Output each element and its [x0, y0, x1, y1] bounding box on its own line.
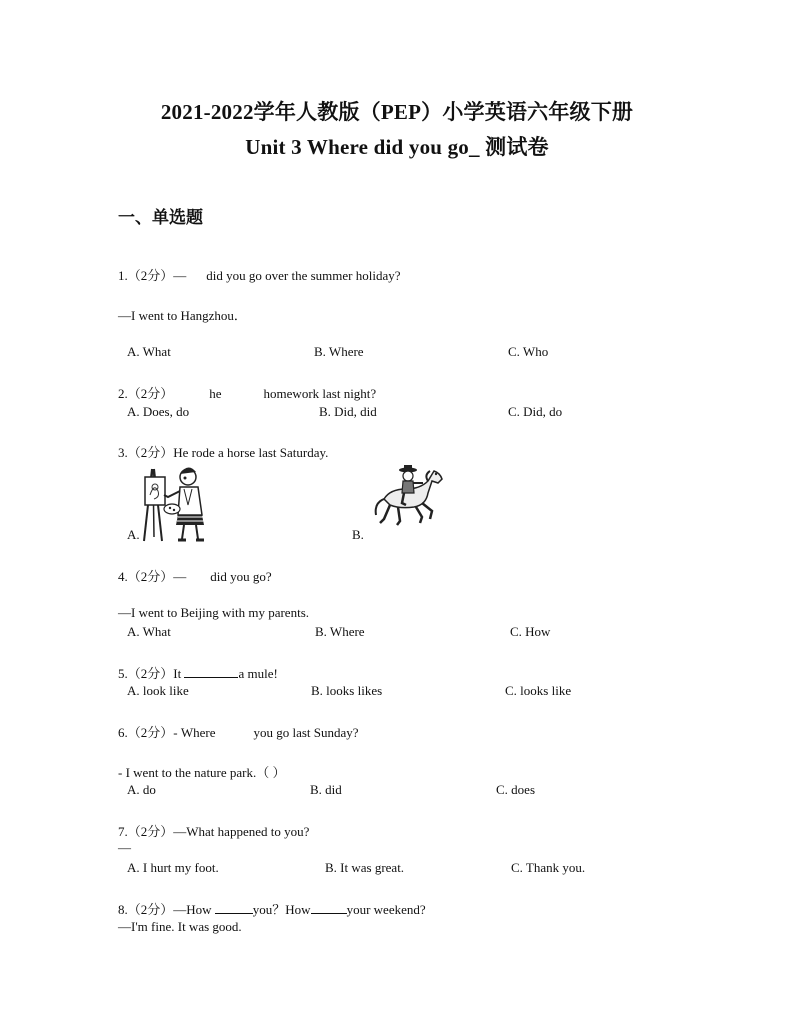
question-3 [118, 442, 328, 461]
question-text: did you go over the summer holiday? [206, 268, 401, 283]
question-6 [118, 722, 359, 741]
option-b[interactable]: B. [352, 527, 364, 542]
section-heading: 一、单选题 [118, 208, 203, 227]
option-c[interactable]: C. Did, do [508, 404, 563, 419]
question-number: 1.（2分） [118, 268, 174, 283]
question-1 [118, 265, 401, 284]
option-c[interactable]: C. Who [508, 344, 549, 359]
question-text: a mule! [238, 666, 278, 681]
question-text: He rode a horse last Saturday. [173, 445, 329, 460]
question-text: - Where [173, 725, 216, 740]
option-a[interactable]: A. What [127, 344, 171, 359]
option-c[interactable]: C. How [510, 624, 551, 639]
option-b[interactable]: B. Did, did [319, 404, 377, 419]
question-text: you？How [252, 902, 311, 917]
question-number: 8.（2分） [118, 902, 174, 917]
question-text: homework last night? [263, 386, 377, 401]
question-8-reply: —I'm fine. It was good. [118, 919, 242, 934]
question-number: 4.（2分） [118, 569, 174, 584]
question-4 [118, 566, 272, 585]
answer-blank[interactable] [184, 666, 238, 678]
page-title-line1: 2021-2022学年人教版（PEP）小学英语六年级下册 [160, 100, 634, 124]
question-text: It [173, 666, 182, 681]
question-5 [118, 663, 278, 682]
option-a[interactable]: A. do [127, 782, 156, 797]
question-number: 7.（2分） [118, 824, 174, 839]
question-7-reply: — [118, 840, 131, 855]
question-8 [118, 899, 426, 918]
question-text: you go last Sunday? [253, 725, 359, 740]
question-7 [118, 821, 309, 840]
option-b[interactable]: B. Where [314, 344, 364, 359]
option-b[interactable]: B. It was great. [325, 860, 405, 875]
answer-blank[interactable] [311, 902, 347, 914]
option-a[interactable]: A. [127, 527, 140, 542]
question-text: —How [173, 902, 212, 917]
question-number: 5.（2分） [118, 666, 174, 681]
option-c[interactable]: C. Thank you. [511, 860, 586, 875]
question-number: 2.（2分） [118, 386, 174, 401]
question-number: 6.（2分） [118, 725, 174, 740]
question-text: — [173, 268, 187, 283]
question-text: — [173, 569, 187, 584]
option-b[interactable]: B. looks likes [311, 683, 383, 698]
question-4-reply: —I went to Beijing with my parents. [118, 605, 310, 620]
option-a[interactable]: A. I hurt my foot. [127, 860, 219, 875]
option-c[interactable]: C. does [496, 782, 535, 797]
option-a[interactable]: A. What [127, 624, 171, 639]
question-2 [118, 383, 376, 402]
option-b[interactable]: B. did [310, 782, 342, 797]
option-c[interactable]: C. looks like [505, 683, 572, 698]
option-a[interactable]: A. look like [127, 683, 189, 698]
painter-icon [140, 465, 220, 543]
option-a[interactable]: A. Does, do [127, 404, 190, 419]
option-b[interactable]: B. Where [315, 624, 365, 639]
horse-rider-icon [370, 465, 448, 531]
question-text: —What happened to you? [173, 824, 310, 839]
question-number: 3.（2分） [118, 445, 174, 460]
question-1-reply: —I went to Hangzhou． [118, 308, 247, 323]
question-text: your weekend? [346, 902, 426, 917]
page-title-line2: Unit 3 Where did you go_ 测试卷 [245, 135, 549, 159]
question-text: did you go? [210, 569, 272, 584]
answer-blank[interactable] [215, 902, 253, 914]
question-6-reply: - I went to the nature park.（ ） [118, 765, 286, 780]
question-text: he [209, 386, 222, 401]
